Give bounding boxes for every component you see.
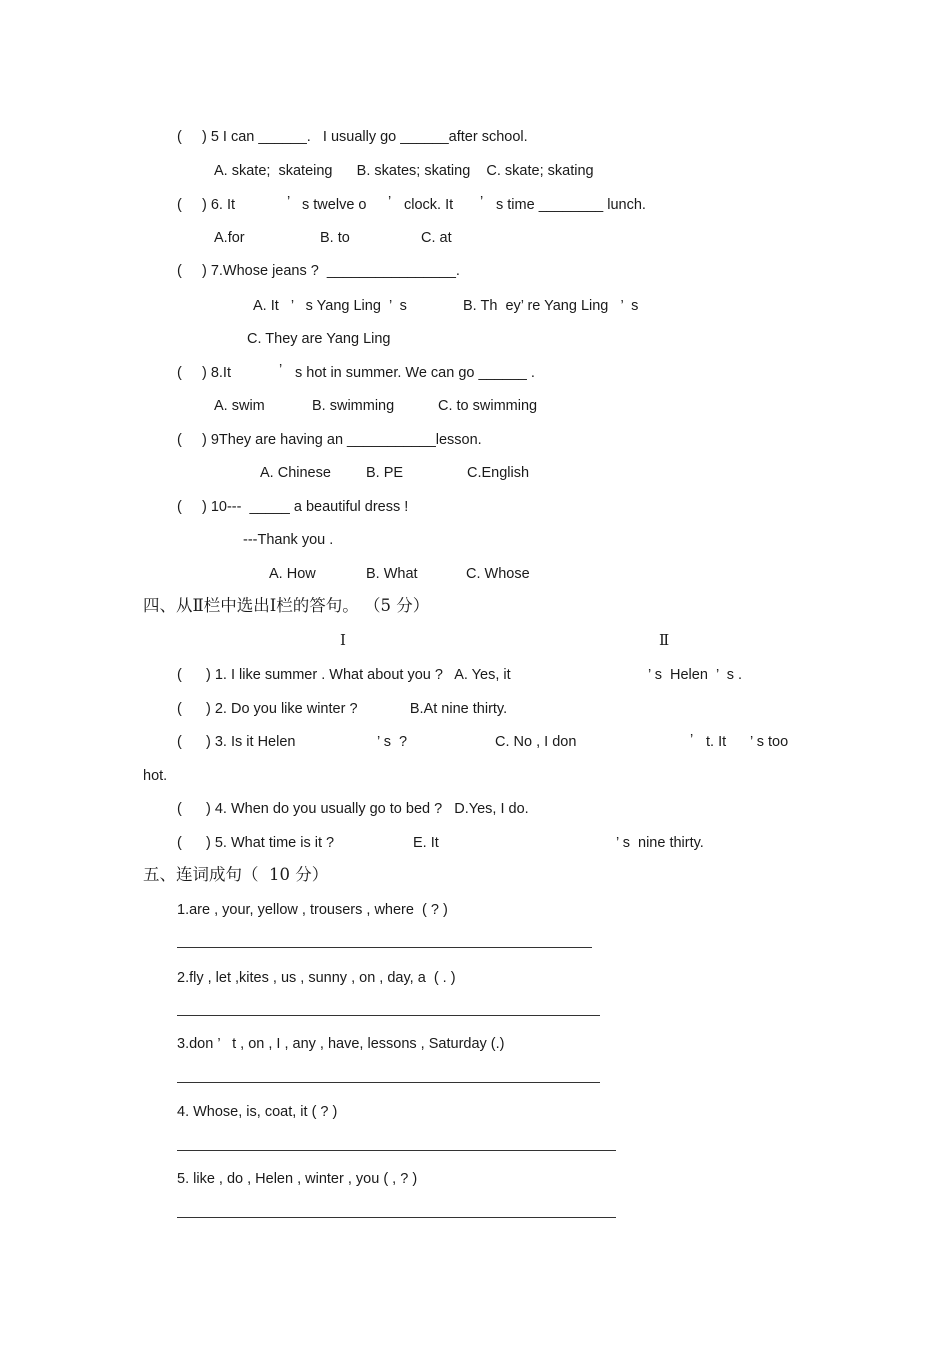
question-6-stem-part2: s twelve o: [302, 197, 367, 213]
column-2-label: Ⅱ: [659, 633, 670, 649]
question-7-option-c: C. They are Yang Ling: [247, 331, 391, 347]
sentence-3-words: 3.don ’ t , on , I , any , have, lessons , Saturday (.): [177, 1036, 505, 1052]
match-row-3-right-end: ’ s too: [750, 734, 789, 750]
question-10-option-a: A. How: [269, 566, 316, 582]
question-9-option-c: C.English: [467, 465, 530, 481]
sentence-1-words: 1.are , your, yellow , trousers , where ( ? ): [177, 902, 448, 918]
question-9-option-a: A. Chinese: [260, 465, 331, 481]
sentence-3-answer-line: [177, 1082, 600, 1083]
match-row-3-left: ( ) 3. Is it Helen: [177, 734, 296, 750]
match-row-5-left: ( ) 5. What time is it ?: [177, 835, 335, 851]
match-row-3-apostrophe: ’: [690, 732, 694, 748]
match-row-1-right: ’ s Helen ’ s .: [648, 667, 743, 683]
question-6-apostrophe-2: ’: [388, 194, 392, 210]
question-8-stem-part2: s hot in summer. We can go ______ .: [295, 365, 535, 381]
question-6-stem-part3: clock. It: [404, 197, 454, 213]
question-8-option-b: B. swimming: [312, 398, 395, 414]
match-row-4: ( ) 4. When do you usually go to bed ? D.Yes, I do.: [177, 801, 529, 817]
sentence-2-answer-line: [177, 1015, 600, 1016]
sentence-2-words: 2.fly , let ,kites , us , sunny , on , day, a ( . ): [177, 970, 456, 986]
sentence-1-answer-line: [177, 947, 592, 948]
question-5-options: A. skate; skateing B. skates; skating C. skate; skating: [214, 163, 594, 179]
question-6-apostrophe-1: ’: [287, 194, 291, 210]
match-row-3-right: C. No , I don: [495, 734, 577, 750]
sentence-4-words: 4. Whose, is, coat, it ( ? ): [177, 1104, 338, 1120]
question-10-stem: ( ) 10--- _____ a beautiful dress !: [177, 499, 409, 515]
question-9-stem: ( ) 9They are having an ___________lesson.: [177, 432, 482, 448]
question-6-option-b: B. to: [320, 230, 350, 246]
match-row-3-right-mid: t. It: [706, 734, 727, 750]
question-5-stem: ( ) 5 I can ______. I usually go ______after school.: [177, 129, 528, 145]
section-5-heading: 五、连词成句（ 10 分）: [143, 865, 329, 884]
match-row-2: ( ) 2. Do you like winter ? B.At nine thirty.: [177, 701, 508, 717]
match-row-5-right-end: ’ s nine thirty.: [616, 835, 704, 851]
question-8-option-a: A. swim: [214, 398, 265, 414]
question-7-stem: ( ) 7.Whose jeans ? ________________.: [177, 263, 460, 279]
match-row-3-wrap: hot.: [143, 768, 168, 784]
section-4-heading: 四、从Ⅱ栏中选出Ⅰ栏的答句。 （5 分）: [143, 596, 430, 615]
sentence-5-answer-line: [177, 1217, 616, 1218]
question-9-option-b: B. PE: [366, 465, 404, 481]
question-6-option-c: C. at: [421, 230, 452, 246]
sentence-4-answer-line: [177, 1150, 616, 1151]
question-8-option-c: C. to swimming: [438, 398, 538, 414]
question-8-stem-part1: ( ) 8.It: [177, 365, 231, 381]
question-6-stem-part1: ( ) 6. It: [177, 197, 236, 213]
question-6-option-a: A.for: [214, 230, 245, 246]
column-1-label: Ⅰ: [340, 633, 346, 649]
question-7-option-b: B. Th ey’ re Yang Ling ’ s: [463, 298, 639, 314]
question-8-apostrophe: ’: [279, 362, 283, 378]
question-6-stem-part4: s time ________ lunch.: [496, 197, 646, 213]
sentence-5-words: 5. like , do , Helen , winter , you ( , ? ): [177, 1171, 418, 1187]
question-7-option-a: A. It ’ s Yang Ling ’ s: [253, 298, 407, 314]
question-10-reply: ---Thank you .: [243, 532, 334, 548]
match-row-3-left-end: ’ s ?: [377, 734, 408, 750]
question-6-apostrophe-3: ’: [480, 194, 484, 210]
question-10-option-b: B. What: [366, 566, 418, 582]
match-row-1-left: ( ) 1. I like summer . What about you ? A. Yes, it: [177, 667, 511, 683]
question-10-option-c: C. Whose: [466, 566, 530, 582]
match-row-5-right: E. It: [413, 835, 439, 851]
